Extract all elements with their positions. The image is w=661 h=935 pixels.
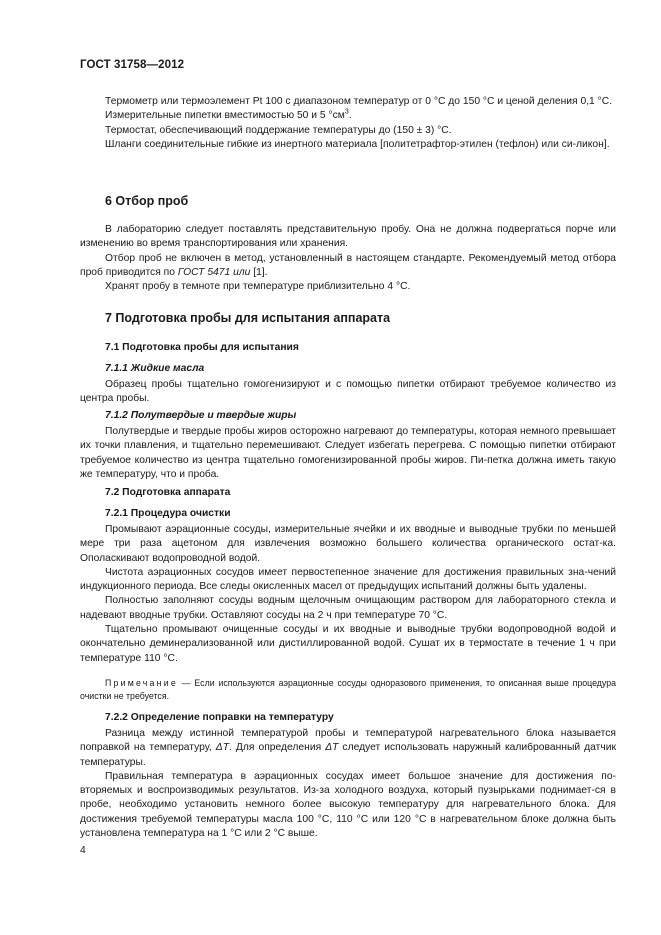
section-7-1-1-para: Образец пробы тщательно гомогенизируют и с помощью пипетки отбирают требуемое количество из центра пробы. [80, 379, 616, 405]
section-7-2-1-body [80, 523, 616, 666]
section-7-1-2-para: Полутвердые и твердые пробы жиров осторожно нагревают до температуры, которая немного превышает их точки плавления, и тщательно перемешивают. Следует избегать перегрева. С помощью пипетки отбирают требуемое количество из центра тщательно гомогенизированной пробы жиров. Пи-петка должна иметь такую же температуру, что и проба. [80, 426, 616, 480]
note-text: — Если используются аэрационные сосуды одноразового применения, то описанная выше процедура очистки не требуется. [80, 678, 616, 701]
section-7-2-2-body [80, 727, 616, 841]
sec6-p2-a: Отбор проб не включен в метод, установленный в настоящем стандарте. Рекомендуемый метод отбора проб приводится по [80, 252, 616, 278]
equipment-list [80, 95, 616, 152]
section-7-1-title: 7.1 Подготовка пробы для испытания [105, 342, 299, 353]
section-7-2-1-title: 7.2.1 Процедура очистки [105, 508, 231, 519]
note-label: Примечание [105, 678, 178, 688]
section-7-2-2-title: 7.2.2 Определение поправки на температуру [105, 712, 334, 723]
section-7-1-1-title: 7.1.1 Жидкие масла [105, 363, 205, 374]
note-paragraph [80, 677, 616, 703]
pipettes-text: Измерительные пипетки вместимостью 50 и 5 °см [105, 110, 345, 122]
delta-t-symbol-2: ΔT [325, 742, 339, 754]
section-6-title: 6 Отбор проб [105, 194, 189, 208]
section-7-2-2-para-2: Правильная температура в аэрационных сосудах имеет большое значение для достижения по-вторяемых и воспроизводимых результатов. Из-за холодного воздуха, который пузырьками поднимает-ся в пробе, необходимо установить немного более высокую температуру для нагревательного блока. Для достижения требуемой температуры масла 100 °С, 110 °С или 120 °С в нагревательном блоке должна быть установлена температура на 1 °С или 2 °С выше. [80, 770, 616, 840]
section-6-para-2 [80, 252, 616, 281]
section-6-para-1: В лабораторию следует поставлять представительную пробу. Она не должна подвергаться порче или изменению во время транспортирования или хранения. [80, 224, 616, 250]
equipment-hoses: Шланги соединительные гибкие из инертного материала [политетрафтор-этилен (тефлон) или си-ликон]. [105, 138, 610, 150]
section-7-1-2-title: 7.1.2 Полутвердые и твердые жиры [105, 410, 297, 421]
s722-p1-c: следует использовать наружный калиброванный датчик температуры. [80, 742, 616, 768]
section-6-body [80, 223, 616, 294]
s722-p1-b: . Для определения [229, 742, 326, 754]
equipment-thermometer: Термометр или термоэлемент Pt 100 с диапазоном температур от 0 °С до 150 °С и ценой деления 0,1 °С. [105, 96, 613, 107]
section-7-1-2-body [80, 425, 616, 482]
sec6-p2-b: [1]. [250, 266, 268, 278]
equipment-thermostat: Термостат, обеспечивающий поддержание температуры до (150 ± 3) °С. [105, 124, 452, 136]
pipettes-superscript: 3 [344, 108, 349, 116]
section-7-2-2-para-1 [80, 727, 616, 770]
section-7-2-1-para-2: Чистота аэрационных сосудов имеет первостепенное значение для достижения правильных зна-чений индукционного периода. Все следы окисленных масел от предыдущих испытаний должны быть удалены. [80, 566, 616, 593]
section-7-title: 7 Подготовка пробы для испытания аппарата [105, 311, 391, 325]
section-7-2-1-para-3: Полностью заполняют сосуды водным щелочным очищающим раствором для лабораторного стекла и надевают вводные трубки. Оставляют сосуды на 2 ч при температуре 70 °С. [80, 595, 616, 621]
section-7-2-1-para-1: Промывают аэрационные сосуды, измерительные ячейки и их вводные и выводные трубки по меньшей мере три раза ацетоном для извлечения возможно большего количества органического остат-ка. Ополаскивают водопроводной водой. [80, 524, 616, 564]
delta-t-symbol: ΔT [215, 742, 229, 754]
equipment-pipettes [80, 109, 616, 123]
section-7-2-1-para-4: Тщательно промывают очищенные сосуды и их вводные и выводные трубки водопроводной водой и окончательно деминерализованной или дистиллированной водой. Сушат их в термостате в течение 1 ч при температуре 110 °С. [80, 624, 616, 664]
gost-reference: ГОСТ 5471 или [177, 266, 251, 278]
s722-p1-a: Разница между истинной температурой пробы и температурой нагревательного блока называется поправкой на температуру, [80, 728, 616, 754]
document-header: ГОСТ 31758—2012 [80, 59, 185, 71]
section-7-1-1-body [80, 378, 616, 407]
page-number: 4 [80, 845, 86, 856]
note-block [80, 677, 616, 703]
section-6-para-3: Хранят пробу в темноте при температуре приблизительно 4 °С. [105, 281, 411, 293]
pipettes-end: . [348, 110, 352, 122]
section-7-2-title: 7.2 Подготовка аппарата [105, 487, 231, 498]
